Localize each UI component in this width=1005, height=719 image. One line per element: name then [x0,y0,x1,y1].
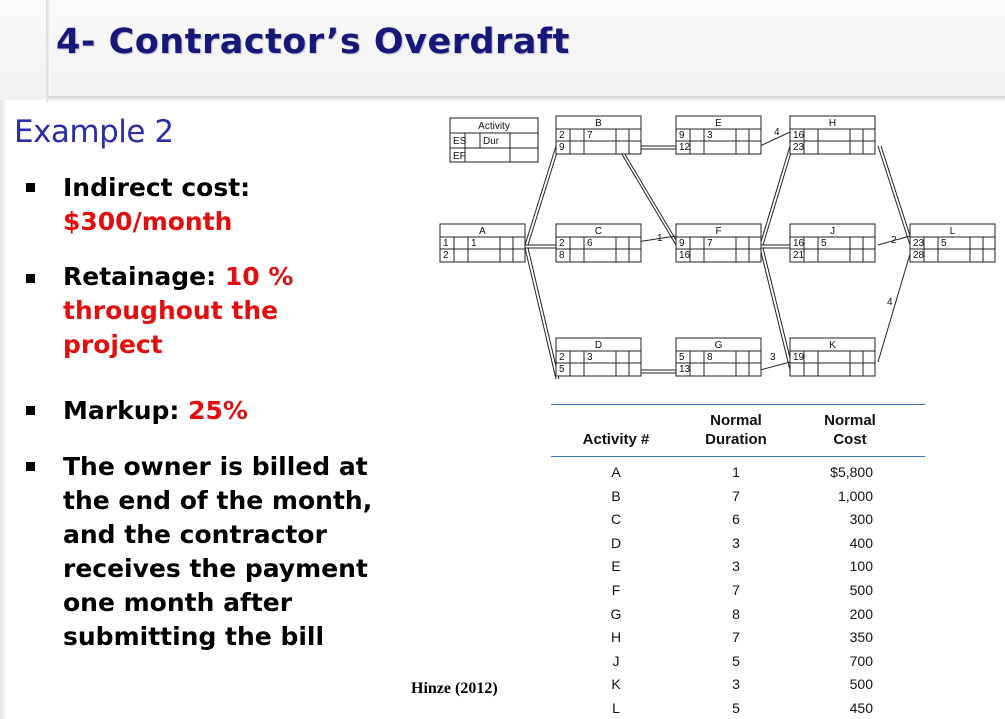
bullet-label: Markup: [63,396,180,425]
activity-node-k [790,338,875,376]
activity-node-d [556,338,641,376]
row-duration: 3 [732,534,740,551]
node-es-value: 19 [793,352,805,363]
bullet-marker [26,406,35,415]
activity-node-l [910,224,995,262]
activity-node-b [556,116,641,154]
node-es-value: 2 [559,130,565,141]
bullet-indirect-cost [63,171,403,239]
bullet-marker [26,274,35,283]
row-activity: D [610,534,622,551]
bullet-line: and the contractor [63,520,327,549]
row-activity: L [612,700,620,716]
node-ef-value: 5 [559,364,565,375]
node-activity-label: K [829,340,836,351]
row-duration: 5 [732,700,740,716]
node-es-value: 9 [679,238,685,249]
header-line: Normal [824,412,876,429]
header-line: Normal [710,412,762,429]
row-duration: 7 [732,582,740,598]
row-activity: J [612,652,620,669]
activity-node-e [676,116,761,154]
row-cost: 400 [849,534,873,551]
bullet-markup [63,394,403,428]
bullet-line: submitting the bill [63,622,325,651]
lag-label: 3 [770,352,776,363]
bullet-marker [26,462,35,471]
node-activity-label: G [714,340,723,351]
bullet-label: Indirect cost: [63,173,251,202]
legend-es-label: ES [453,136,467,147]
node-ef-value: 8 [559,250,565,261]
node-es-value: 9 [679,130,685,141]
lag-label: 4 [887,297,893,308]
row-activity: C [610,511,622,528]
node-ef-value: 28 [913,250,925,261]
bullet-label: Retainage: [63,262,217,291]
row-duration: 8 [732,605,740,622]
bullet-retainage [63,260,403,362]
node-duration-value: 1 [471,238,477,249]
node-duration-value: 5 [941,238,947,249]
title-divider [46,0,51,102]
row-activity: H [610,629,622,646]
bullet-line: the end of the month, [63,486,373,515]
row-activity: A [611,464,621,480]
node-ef-value: 16 [679,250,691,261]
table-header-rule [551,456,925,457]
row-cost: 100 [849,558,873,575]
row-duration: 3 [732,676,740,693]
legend-dur-label: Dur [483,136,500,147]
header-cost [805,411,895,449]
activity-node-h [790,116,875,154]
row-activity: E [611,558,621,575]
header-line: Cost [833,431,867,448]
bullet-billing [63,450,403,654]
node-ef-value: 9 [559,142,565,153]
slide-title: 4- Contractor’s Overdraft [56,22,570,62]
slide-subtitle: Example 2 [14,114,174,150]
node-es-value: 5 [679,352,685,363]
header-line: Duration [705,431,767,448]
node-activity-label: C [594,226,603,237]
lag-label: 1 [657,233,663,244]
node-duration-value: 7 [587,130,593,141]
bullet-line: The owner is billed at [63,452,368,481]
node-ef-value: 21 [793,250,805,261]
node-es-value: 1 [443,238,449,249]
header-activity: Activity # [582,431,650,448]
row-cost: $5,800 [830,464,873,480]
node-es-value: 23 [913,238,925,249]
bullet-marker [26,183,35,192]
row-cost: 450 [849,700,873,716]
row-cost: 500 [849,676,873,693]
row-cost: 1,000 [837,487,873,504]
row-cost: 350 [849,629,873,646]
node-activity-label: D [594,340,603,351]
node-activity-label: E [715,118,722,129]
node-es-value: 2 [559,352,565,363]
activity-node-c [556,224,641,262]
table-top-rule [551,404,925,405]
row-cost: 300 [849,511,873,528]
row-activity: F [611,582,621,598]
node-ef-value: 2 [443,250,449,261]
row-duration: 5 [732,652,740,669]
bullet-value: 25% [188,396,248,425]
row-cost: 500 [849,582,873,598]
header-duration [691,411,781,449]
activity-node-a [440,224,525,262]
row-duration: 7 [732,629,740,646]
node-activity-label: H [828,118,837,129]
bullet-value: 10 % [224,262,294,291]
node-duration-value: 3 [587,352,593,363]
node-duration-value: 6 [587,238,593,249]
bullet-value: project [63,330,163,359]
node-duration-value: 3 [707,130,713,141]
node-ef-value: 23 [793,142,805,153]
lag-label: 2 [891,235,897,246]
row-duration: 7 [732,487,740,504]
node-duration-value: 7 [707,238,713,249]
node-activity-label: B [595,118,602,129]
node-es-value: 16 [793,130,805,141]
activity-node-f [676,224,761,262]
node-ef-value: 13 [679,364,691,375]
node-activity-label: F [715,226,722,237]
node-activity-label: A [479,226,486,237]
node-activity-label: J [830,226,835,237]
row-duration: 1 [732,464,740,480]
bullet-value: $300/month [63,207,233,236]
node-es-value: 16 [793,238,805,249]
node-duration-value: 5 [821,238,827,249]
row-cost: 200 [849,605,873,622]
precedence-network-diagram [432,108,1002,390]
slide-left-edge [0,100,7,719]
row-activity: G [610,605,622,622]
bullet-line: receives the payment [63,554,368,583]
legend-ef-label: EF [453,151,466,162]
node-ef-value: 12 [679,142,691,153]
bullet-value: throughout the [63,296,279,325]
row-duration: 6 [732,511,740,528]
row-activity: B [611,487,621,504]
row-duration: 3 [732,558,740,575]
node-es-value: 2 [559,238,565,249]
node-duration-value: 8 [707,352,713,363]
lag-label: 4 [774,127,780,138]
title-shadow [48,96,1005,102]
node-activity-label: L [949,226,956,237]
bullet-line: one month after [63,588,293,617]
activity-node-g [676,338,761,376]
source-credit: Hinze (2012) [411,680,498,697]
row-cost: 700 [849,652,873,669]
legend-activity-label: Activity [478,121,510,132]
row-activity: K [611,676,621,693]
activity-node-j [790,224,875,262]
